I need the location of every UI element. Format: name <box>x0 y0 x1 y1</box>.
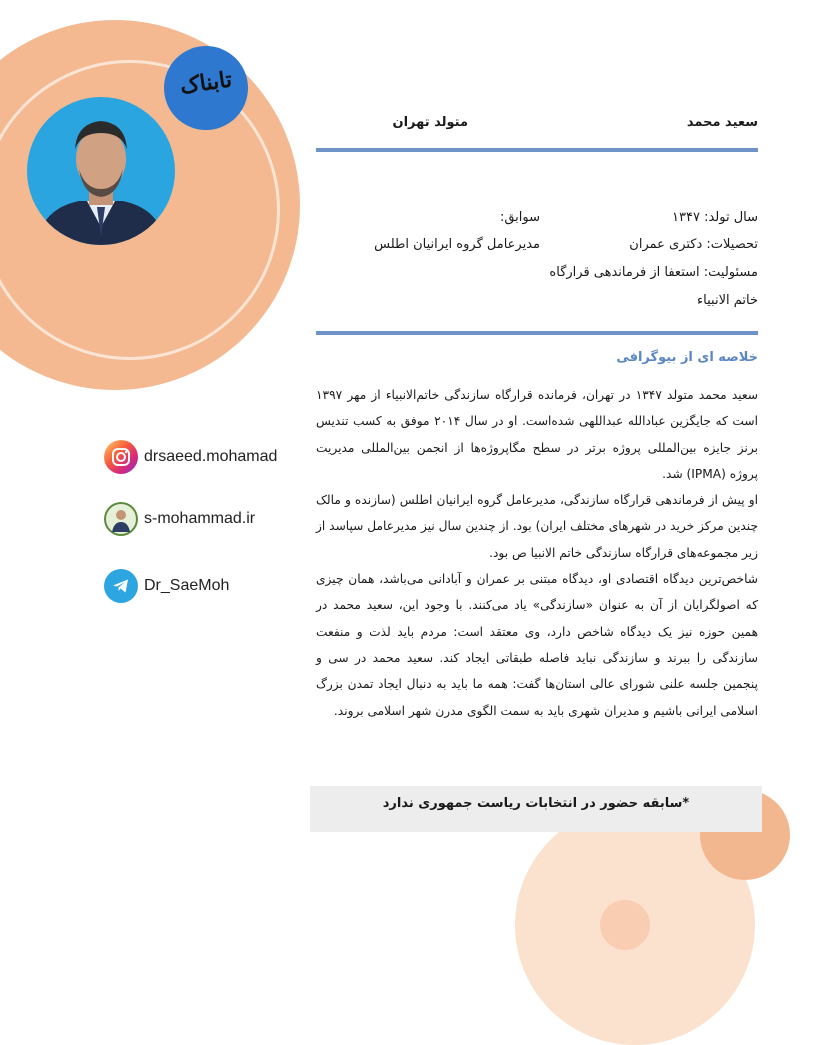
bio-paragraph-2: او پیش از فرماندهی قرارگاه سازندگی، مدیرعامل گروه ایرانیان اطلس (سازنده و مالک چندین مرکز خرید در شهرهای مختلف ایران) بود. از چندین سال نیز مدیرعامل سپاسد از زیر مجموعه‌های قرارگاه سازندگی خاتم الانبیا ص بود. <box>316 493 758 560</box>
top-divider <box>316 148 758 152</box>
website-avatar-icon <box>104 502 138 536</box>
light-peach-dot-decoration <box>600 900 650 950</box>
education: تحصیلات: دکتری عمران <box>629 237 758 252</box>
biography-text <box>316 382 758 724</box>
telegram-icon <box>104 569 138 603</box>
tabnak-logo-text: تابناک <box>178 66 234 100</box>
portrait-photo <box>27 97 175 245</box>
bio-paragraph-1: سعید محمد متولد ۱۳۴۷ در تهران، فرمانده قرارگاه سازندگی خاتم‌الانبیاء از مهر ۱۳۹۷ است که جایگزین عبادالله عبداللهی شده‌است. او در سال ۲۰۱۴ موفق به کسب تندیس برنز جایزه بین‌المللی پروژه برتر در سطح مگاپروژه‌ها از انجمن بین‌المللی مدیریت پروژه (IPMA) شد. <box>316 388 758 481</box>
election-note: *سابقه حضور در انتخابات ریاست جمهوری ندارد <box>382 796 690 811</box>
birthplace: متولد تهران <box>392 115 468 130</box>
responsibility-continued: خاتم الانبیاء <box>697 293 758 308</box>
bio-paragraph-3: شاخص‌ترین دیدگاه اقتصادی او، دیدگاه مبتنی بر عمران و آبادانی می‌باشد، همان چیزی که اصولگرایان از آن به عنوان «سازندگی» یاد می‌کنند. با وجود این، سعید محمد در همین حوزه نیز یک دیدگاه شاخص دارد، وی معتقد است: مردم باید لذت و منفعت سازندگی را ببرند و سازندگی نباید فاصله طبقاتی ایجاد کند. سعید محمد در سی و پنجمین جلسه علنی شورای عالی استان‌ها گفت: همه ما باید به دنبال ایجاد تمدن بزرگ اسلامی ایرانی باشیم و مدیران شهری باید به سمت الگوی مدرن شهر اسلامی بروند. <box>316 572 758 718</box>
website-url: s-mohammad.ir <box>144 510 256 527</box>
bio-title: خلاصه ای از بیوگرافی <box>616 350 758 365</box>
instagram-icon <box>104 440 138 474</box>
instagram-handle: drsaeed.mohamad <box>144 448 278 465</box>
history-label: سوابق: <box>499 210 540 225</box>
telegram-link[interactable] <box>104 569 229 603</box>
website-link[interactable] <box>104 502 255 536</box>
birth-year: سال تولد: ۱۳۴۷ <box>672 210 758 225</box>
telegram-handle: Dr_SaeMoh <box>144 577 230 594</box>
ceo-position: مدیرعامل گروه ایرانیان اطلس <box>374 237 540 252</box>
middle-divider <box>316 331 758 335</box>
instagram-link[interactable] <box>104 440 277 474</box>
person-name: سعید محمد <box>686 115 758 130</box>
responsibility: مسئولیت: استعفا از فرماندهی قرارگاه <box>549 265 758 280</box>
